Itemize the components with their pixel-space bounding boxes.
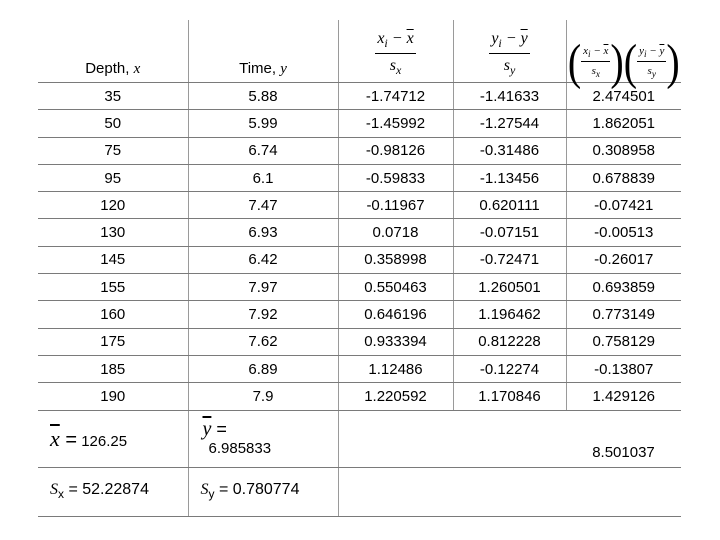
sx-symbol: S xyxy=(50,481,58,499)
empty-cell xyxy=(453,467,566,516)
sy-value: = 0.780774 xyxy=(218,481,300,499)
header-zy xyxy=(453,20,566,83)
ybar-cell xyxy=(188,410,338,467)
table-cell: -1.13456 xyxy=(453,164,566,191)
table-cell: -0.59833 xyxy=(338,164,453,191)
table-row xyxy=(38,328,681,355)
table-row xyxy=(38,246,681,273)
header-time-var: y xyxy=(280,61,287,77)
table-cell: 6.74 xyxy=(188,137,338,164)
table-cell: 5.88 xyxy=(188,83,338,110)
table-cell: 0.0718 xyxy=(338,219,453,246)
table-row xyxy=(38,301,681,328)
table-cell: 190 xyxy=(38,383,188,410)
table-cell: 1.429126 xyxy=(566,383,681,410)
table-cell: 0.758129 xyxy=(566,328,681,355)
table-cell: 6.89 xyxy=(188,355,338,382)
table-cell: -0.00513 xyxy=(566,219,681,246)
table-cell: -0.13807 xyxy=(566,355,681,382)
header-product: ( $\frac{x_i - \overline{x}}{s_x}$ )( $\frac{y_i - \overline{y}}{s_y}$ ) xyxy=(566,20,681,83)
table-cell: -0.31486 xyxy=(453,137,566,164)
table-cell: 6.1 xyxy=(188,164,338,191)
table-cell: 1.12486 xyxy=(338,355,453,382)
table-cell: 120 xyxy=(38,192,188,219)
table-row xyxy=(38,137,681,164)
ybar-value: 6.985833 xyxy=(208,440,272,458)
zy-fraction: $\frac{y_i - \overline{y}}{s_y}$ xyxy=(491,29,528,77)
table-cell: 7.92 xyxy=(188,301,338,328)
table-cell: 185 xyxy=(38,355,188,382)
table-cell: 0.550463 xyxy=(338,274,453,301)
table-cell: 1.220592 xyxy=(338,383,453,410)
table-cell: -1.45992 xyxy=(338,110,453,137)
table-cell: 0.812228 xyxy=(453,328,566,355)
table-cell: 0.933394 xyxy=(338,328,453,355)
table-cell: 50 xyxy=(38,110,188,137)
table-cell: -0.98126 xyxy=(338,137,453,164)
sy-cell xyxy=(188,467,338,516)
sy-sub: y xyxy=(208,487,215,502)
table-cell: 0.693859 xyxy=(566,274,681,301)
header-depth-label: Depth, xyxy=(85,60,130,77)
empty-cell xyxy=(566,467,681,516)
zx-fraction: $\frac{x_i - \overline{x}}{s_x}$ xyxy=(377,29,414,77)
table-cell: 2.474501 xyxy=(566,83,681,110)
table-cell: 35 xyxy=(38,83,188,110)
table-cell: 155 xyxy=(38,274,188,301)
prod-zy-fraction: $\frac{y_i - \overline{y}}{s_y}$ xyxy=(639,44,665,80)
header-depth-var: x xyxy=(133,61,141,77)
table-cell: -0.07151 xyxy=(453,219,566,246)
prod-sum-value: 8.501037 xyxy=(592,443,655,461)
data-table xyxy=(38,20,681,517)
table-row xyxy=(38,83,681,110)
xbar-eq: = xyxy=(59,428,78,451)
table-cell: 95 xyxy=(38,164,188,191)
ybar-eq: = xyxy=(211,419,227,440)
table-row xyxy=(38,192,681,219)
table-cell: -1.74712 xyxy=(338,83,453,110)
table-cell: 1.196462 xyxy=(453,301,566,328)
empty-cell xyxy=(453,410,566,467)
empty-cell xyxy=(338,467,453,516)
table-row xyxy=(38,110,681,137)
ybar-symbol: $\overline{y}$ xyxy=(202,418,212,441)
sx-sub: x xyxy=(58,487,64,502)
header-time-label: Time, xyxy=(239,60,277,77)
prod-zx-fraction: $\frac{x_i - \overline{x}}{s_x}$ xyxy=(583,44,609,80)
table-cell: -0.72471 xyxy=(453,246,566,273)
header-time xyxy=(188,20,338,83)
header-row xyxy=(38,20,681,83)
sx-cell xyxy=(38,467,188,516)
table-cell: -1.27544 xyxy=(453,110,566,137)
table-row xyxy=(38,164,681,191)
table-cell: 0.678839 xyxy=(566,164,681,191)
xbar-cell xyxy=(38,410,188,467)
table-cell: -0.07421 xyxy=(566,192,681,219)
table-cell: 6.93 xyxy=(188,219,338,246)
table-cell: 0.646196 xyxy=(338,301,453,328)
sy-symbol: S xyxy=(200,481,209,499)
table-cell: 1.862051 xyxy=(566,110,681,137)
table-cell: 175 xyxy=(38,328,188,355)
table-cell: 7.9 xyxy=(188,383,338,410)
table-cell: -0.12274 xyxy=(453,355,566,382)
table-cell: 7.97 xyxy=(188,274,338,301)
empty-cell xyxy=(338,410,453,467)
std-dev-row xyxy=(38,467,681,516)
table-cell: -0.26017 xyxy=(566,246,681,273)
table-cell: 1.170846 xyxy=(453,383,566,410)
table-row xyxy=(38,219,681,246)
table-cell: 6.42 xyxy=(188,246,338,273)
table-cell: 1.260501 xyxy=(453,274,566,301)
table-cell: 0.773149 xyxy=(566,301,681,328)
table-cell: 145 xyxy=(38,246,188,273)
xbar-symbol: $\overline{x}$ xyxy=(50,425,60,451)
table-cell: -0.11967 xyxy=(338,192,453,219)
table-cell: 75 xyxy=(38,137,188,164)
table-cell: 7.62 xyxy=(188,328,338,355)
table-row xyxy=(38,274,681,301)
table-cell: 0.308958 xyxy=(566,137,681,164)
table-cell: 160 xyxy=(38,301,188,328)
table-cell: 5.99 xyxy=(188,110,338,137)
table-cell: 0.358998 xyxy=(338,246,453,273)
summary-row xyxy=(38,410,681,467)
table-row xyxy=(38,355,681,382)
prod-sum-cell xyxy=(566,410,681,467)
table-cell: -1.41633 xyxy=(453,83,566,110)
header-zx xyxy=(338,20,453,83)
xbar-value: 126.25 xyxy=(81,432,128,450)
table-cell: 7.47 xyxy=(188,192,338,219)
table-cell: 0.620111 xyxy=(453,192,566,219)
table-row xyxy=(38,383,681,410)
header-depth xyxy=(38,20,188,83)
table-cell: 130 xyxy=(38,219,188,246)
sx-value: = 52.22874 xyxy=(68,481,149,499)
